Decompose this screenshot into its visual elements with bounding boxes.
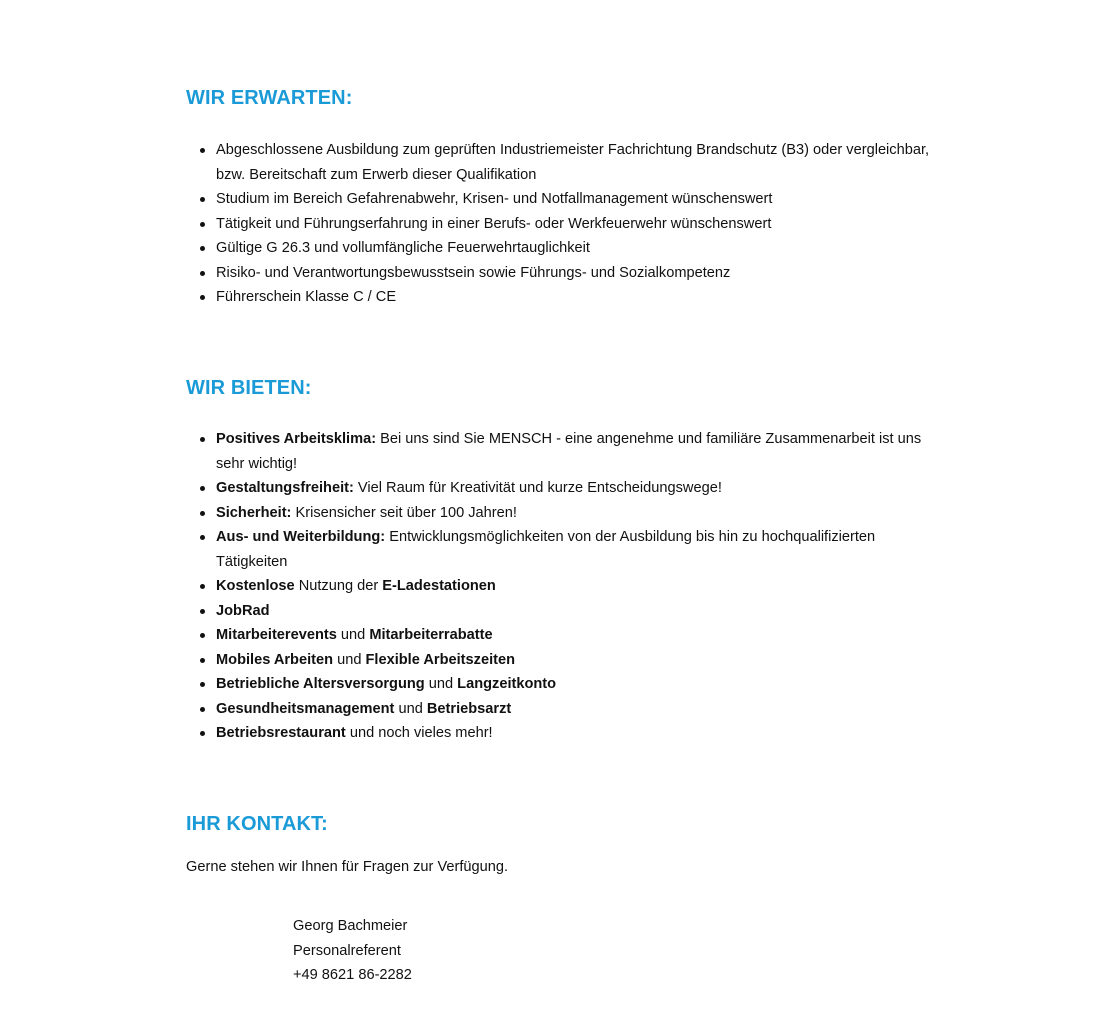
offer-item-bold: Mitarbeiterevents xyxy=(216,627,337,643)
list-item xyxy=(216,599,946,624)
expect-list xyxy=(186,138,936,310)
list-item xyxy=(216,525,946,574)
offer-item-bold: Flexible Arbeitszeiten xyxy=(365,651,516,668)
offer-item-text: Krisensicher seit über 100 Jahren! xyxy=(291,504,517,521)
offer-item-bold: E-Ladestationen xyxy=(382,578,496,594)
offer-item-bold: Betriebliche Altersversorgung xyxy=(216,676,425,692)
list-item: Studium im Bereich Gefahrenabwehr, Krisen- und Notfallmanagement wünschenswert xyxy=(216,187,936,212)
list-item xyxy=(216,427,946,476)
offer-item-bold: Positives Arbeitsklima: xyxy=(216,431,377,447)
list-item xyxy=(216,721,946,746)
offer-item-bold: Gestaltungsfreiheit: xyxy=(216,480,354,496)
list-item xyxy=(216,648,946,673)
contact-name: Georg Bachmeier xyxy=(293,918,408,934)
list-item: Führerschein Klasse C / CE xyxy=(216,285,936,310)
list-item: Gültige G 26.3 und vollumfängliche Feuerwehrtauglichkeit xyxy=(216,236,936,261)
offer-heading: WIR BIETEN: xyxy=(186,377,312,399)
list-item xyxy=(216,623,946,648)
offer-item-text: Bei uns sind Sie MENSCH - eine angenehme und familiäre Zusammenarbeit ist uns sehr wichtig! xyxy=(216,431,922,472)
offer-item-bold: Langzeitkonto xyxy=(457,676,557,692)
list-item: Risiko- und Verantwortungsbewusstsein sowie Führungs- und Sozialkompetenz xyxy=(216,261,936,286)
contact-heading: IHR KONTAKT: xyxy=(186,813,328,835)
offer-item-text: und noch vieles mehr! xyxy=(345,725,493,741)
contact-block xyxy=(293,914,412,988)
list-item xyxy=(216,672,946,697)
offer-item-bold: Gesundheitsmanagement xyxy=(216,700,395,717)
contact-phone: +49 8621 86-2282 xyxy=(293,967,412,983)
list-item xyxy=(216,697,946,722)
list-item xyxy=(216,574,946,599)
offer-item-text: Entwicklungsmöglichkeiten von der Ausbildung bis hin zu hochqualifizierten Tätigkeiten xyxy=(216,529,876,570)
document-page xyxy=(186,0,946,1018)
contact-intro: Gerne stehen wir Ihnen für Fragen zur Verfügung. xyxy=(186,859,509,875)
offer-item-bold: Sicherheit: xyxy=(216,504,292,521)
offer-item-bold: Mitarbeiterrabatte xyxy=(369,627,493,643)
offer-item-text: und xyxy=(394,700,427,717)
contact-role: Personalreferent xyxy=(293,942,401,959)
offer-item-bold: Betriebsrestaurant xyxy=(216,725,346,741)
offer-item-text: und xyxy=(336,627,370,643)
list-item xyxy=(216,476,946,501)
expect-heading: WIR ERWARTEN: xyxy=(186,87,353,109)
offer-item-bold: Aus- und Weiterbildung: xyxy=(216,529,386,545)
offer-item-text: Nutzung der xyxy=(294,578,383,594)
offer-item-text: und xyxy=(424,676,458,692)
offer-item-bold: Betriebsarzt xyxy=(426,700,512,717)
offer-item-bold: Mobiles Arbeiten xyxy=(216,651,334,668)
offer-list xyxy=(186,427,946,746)
offer-item-bold: JobRad xyxy=(216,602,270,619)
offer-item-text: und xyxy=(333,651,366,668)
offer-item-text: Viel Raum für Kreativität und kurze Entscheidungswege! xyxy=(353,480,722,496)
list-item: Tätigkeit und Führungserfahrung in einer Berufs- oder Werkfeuerwehr wünschenswert xyxy=(216,212,936,237)
list-item: Abgeschlossene Ausbildung zum geprüften Industriemeister Fachrichtung Brandschutz (B3) oder vergleichbar, bzw. Bereitschaft zum Erwerb dieser Qualifikation xyxy=(216,138,936,187)
offer-item-bold: Kostenlose xyxy=(216,578,295,594)
list-item xyxy=(216,501,946,526)
